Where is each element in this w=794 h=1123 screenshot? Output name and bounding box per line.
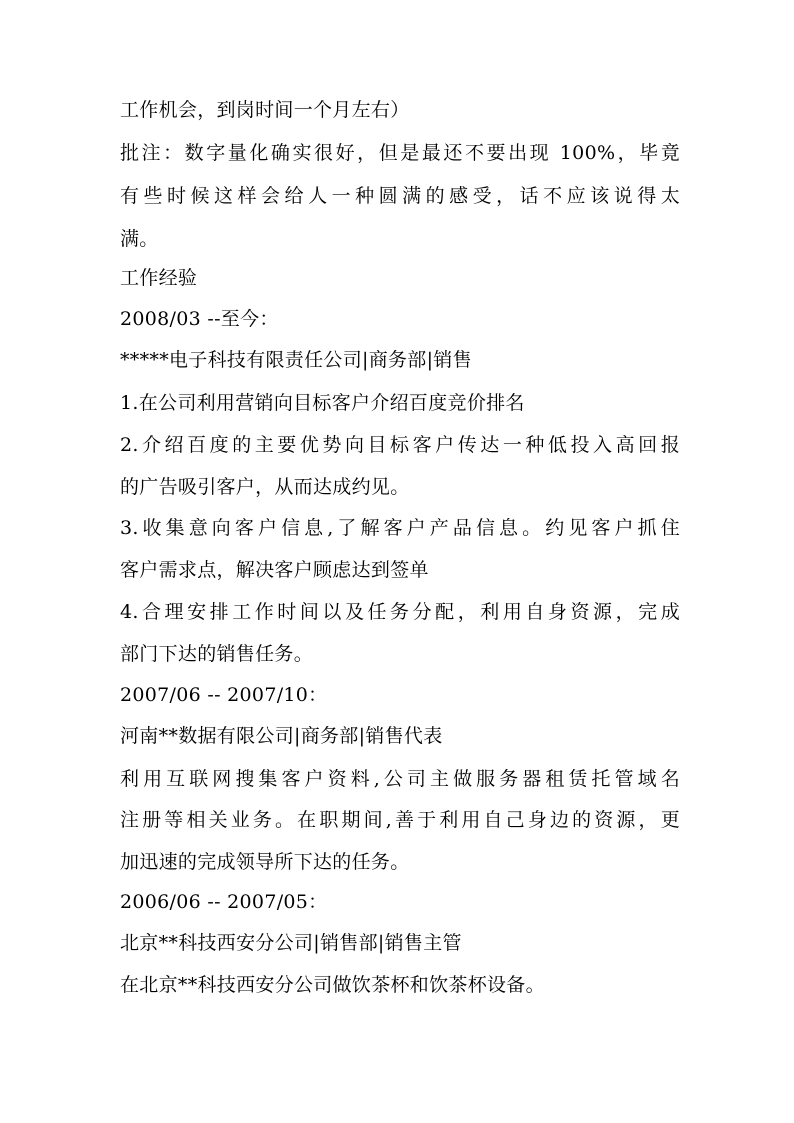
company-line: 河南**数据有限公司|商务部|销售代表: [120, 725, 443, 747]
date-range: 2008/03 --至今：: [120, 308, 279, 330]
company-line: 北京**科技西安分公司|销售部|销售主管: [120, 932, 462, 954]
annotation-line: 满。: [120, 228, 159, 250]
duty-line: 4.合理安排工作时间以及任务分配，利用自身资源，完成: [120, 601, 680, 623]
duty-line: 利用互联网搜集客户资料,公司主做服务器租赁托管域名: [120, 768, 680, 790]
annotation-line: 有些时候这样会给人一种圆满的感受，话不应该说得太: [120, 185, 680, 207]
text-line: 工作机会，到岗时间一个月左右）: [120, 99, 410, 121]
duty-line: 2.介绍百度的主要优势向目标客户传达一种低投入高回报: [120, 434, 680, 456]
duty-line: 在北京**科技西安分公司做饮茶杯和饮茶杯设备。: [120, 974, 545, 996]
duty-line: 3.收集意向客户信息,了解客户产品信息。约见客户抓住: [120, 517, 680, 539]
duty-line: 1.在公司利用营销向目标客户介绍百度竞价排名: [120, 392, 525, 414]
duty-line: 客户需求点，解决客户顾虑达到签单: [120, 559, 429, 581]
section-heading: 工作经验: [120, 267, 198, 289]
duty-line: 注册等相关业务。在职期间,善于利用自己身边的资源，更: [120, 809, 680, 831]
annotation-line: 批注：数字量化确实很好，但是最还不要出现 100%，毕竟: [120, 142, 680, 164]
date-range: 2007/06 -- 2007/10：: [120, 684, 328, 706]
date-range: 2006/06 -- 2007/05：: [120, 891, 328, 913]
duty-line: 部门下达的销售任务。: [120, 643, 314, 665]
company-line: *****电子科技有限责任公司|商务部|销售: [120, 349, 472, 371]
duty-line: 的广告吸引客户，从而达成约见。: [120, 476, 410, 498]
duty-line: 加迅速的完成领导所下达的任务。: [120, 851, 410, 873]
